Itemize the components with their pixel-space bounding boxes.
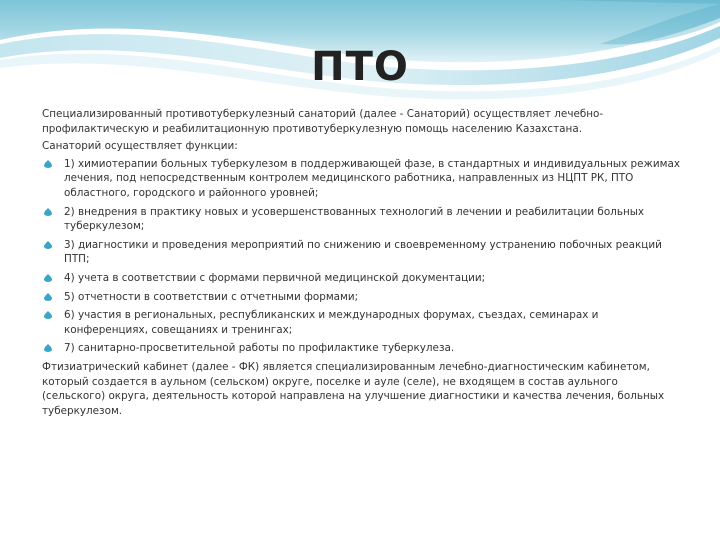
intro-paragraph: Специализированный противотуберкулезный санаторий (далее - Санаторий) осуществляет лечебно-профилактическую и реабилитационную противотуберкулезную помощь населению Казахстана. bbox=[42, 108, 604, 135]
teardrop-bullet-icon bbox=[44, 293, 52, 301]
function-text: 5) отчетности в соответствии с отчетными формами; bbox=[64, 290, 359, 303]
teardrop-bullet-icon bbox=[44, 311, 52, 319]
list-item bbox=[42, 271, 682, 286]
slide-title: ПТО bbox=[311, 44, 409, 90]
function-text: 7) санитарно-просветительной работы по профилактике туберкулеза. bbox=[64, 342, 455, 355]
ftiz-paragraph: Фтизиатрический кабинет (далее - ФК) является специализированным лечебно-диагностическим кабинетом, который создается в аульном (сельском) округе, поселке и ауле (селе), не входящем в состав аульного (сельского) округа, деятельность которой направлена на улучшение диагностики и качества лечения, больных туберкулезом. bbox=[42, 360, 665, 417]
function-text: 6) участия в региональных, республиканских и международных форумах, съездах, семинарах и конференциях, совещаниях и тренингах; bbox=[64, 309, 599, 336]
teardrop-bullet-icon bbox=[44, 274, 52, 282]
list-item bbox=[42, 341, 682, 356]
function-text: 3) диагностики и проведения мероприятий по снижению и своевременному устранению побочных реакций ПТП; bbox=[64, 238, 662, 266]
list-item bbox=[42, 205, 682, 234]
function-text: 2) внедрения в практику новых и усовершенствованных технологий в лечении и реабилитации больных туберкулезом; bbox=[64, 205, 645, 233]
list-item bbox=[42, 308, 682, 337]
function-text: 1) химиотерапии больных туберкулезом в поддерживающей фазе, в стандартных и индивидуальных режимах лечения, под непосредственным контролем медицинского работника, направленных из НЦПТ РК, ПТО областного, городского и районного уровней; bbox=[64, 157, 680, 199]
list-item bbox=[42, 157, 682, 201]
functions-intro: Санаторий осуществляет функции: bbox=[42, 140, 238, 153]
list-item bbox=[42, 238, 682, 267]
slide-content bbox=[42, 107, 682, 421]
list-item bbox=[42, 290, 682, 305]
function-text: 4) учета в соответствии с формами первичной медицинской документации; bbox=[64, 271, 486, 284]
teardrop-bullet-icon bbox=[44, 344, 52, 352]
teardrop-bullet-icon bbox=[44, 241, 52, 249]
functions-list bbox=[42, 157, 682, 356]
teardrop-bullet-icon bbox=[44, 208, 52, 216]
teardrop-bullet-icon bbox=[44, 160, 52, 168]
